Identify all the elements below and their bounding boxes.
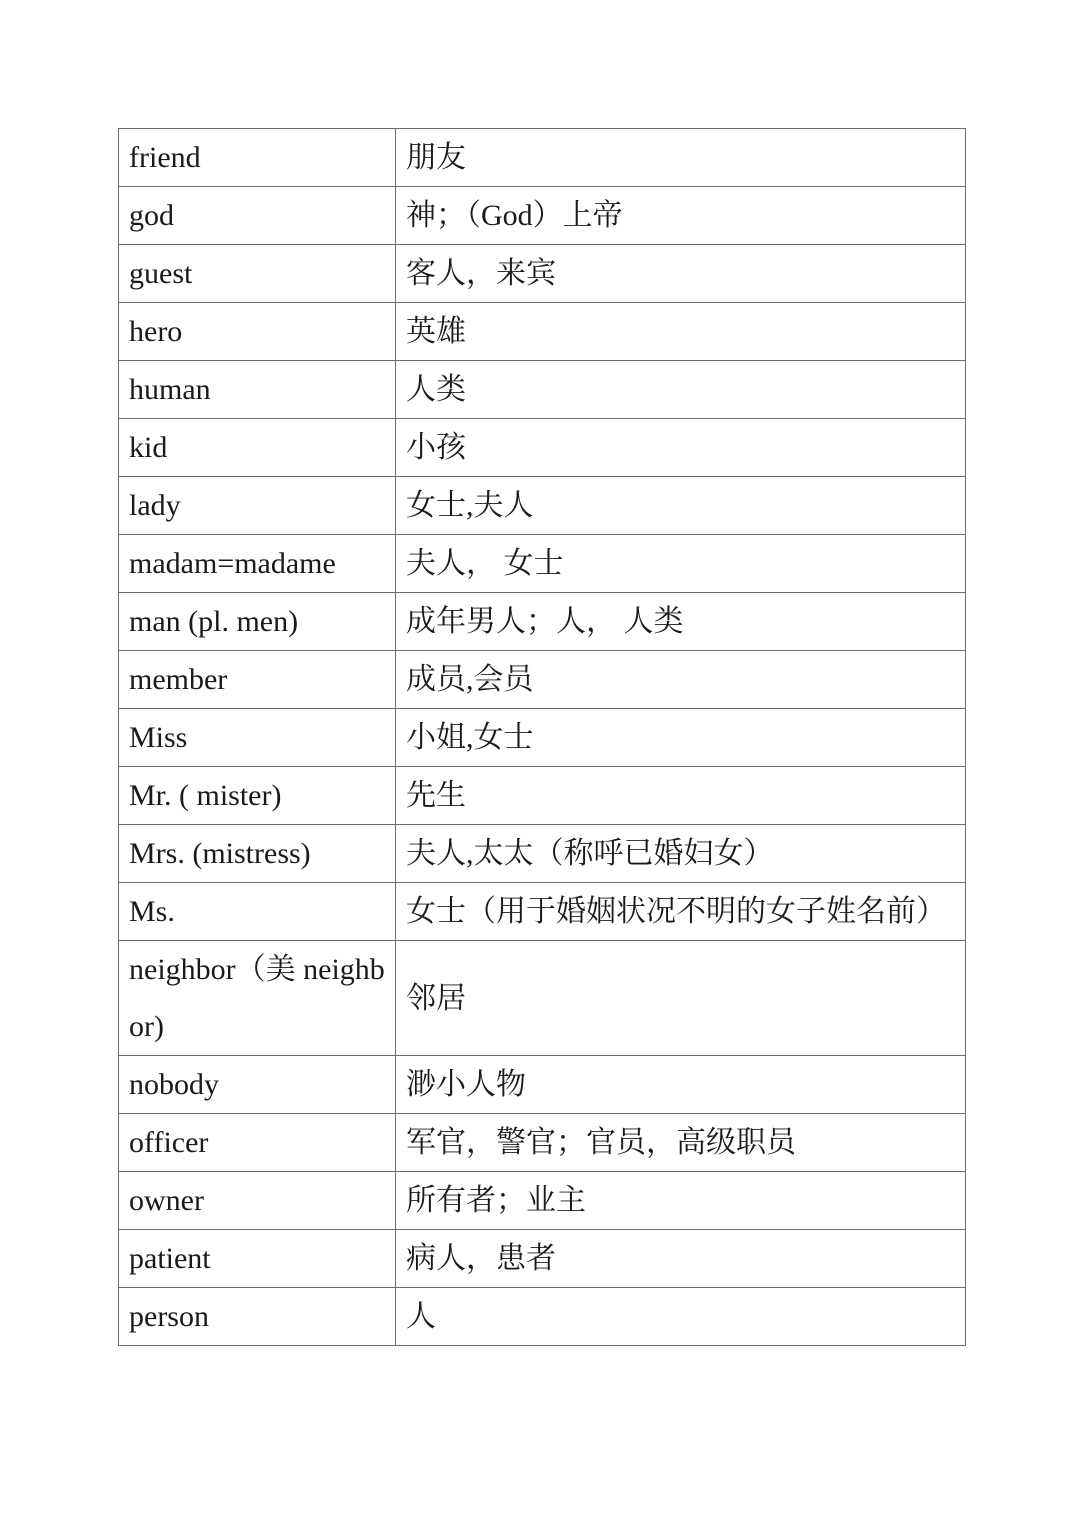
english-word: nobody	[119, 1056, 396, 1114]
chinese-meaning: 所有者；业主	[396, 1172, 966, 1230]
english-word: neighbor（美 neighbor)	[119, 941, 396, 1056]
chinese-meaning: 病人，患者	[396, 1230, 966, 1288]
chinese-meaning: 渺小人物	[396, 1056, 966, 1114]
chinese-meaning: 人类	[396, 361, 966, 419]
chinese-meaning: 先生	[396, 767, 966, 825]
table-row	[119, 651, 966, 709]
table-row	[119, 709, 966, 767]
chinese-meaning: 英雄	[396, 303, 966, 361]
table-row	[119, 361, 966, 419]
table-row	[119, 245, 966, 303]
table-row	[119, 825, 966, 883]
vocabulary-table	[118, 128, 966, 1346]
english-word: human	[119, 361, 396, 419]
english-word: Mrs. (mistress)	[119, 825, 396, 883]
chinese-meaning: 神；（God）上帝	[396, 187, 966, 245]
table-row	[119, 303, 966, 361]
english-word: Miss	[119, 709, 396, 767]
chinese-meaning: 夫人,太太（称呼已婚妇女）	[396, 825, 966, 883]
chinese-meaning: 小姐,女士	[396, 709, 966, 767]
chinese-meaning: 夫人， 女士	[396, 535, 966, 593]
table-row	[119, 535, 966, 593]
english-word: member	[119, 651, 396, 709]
chinese-meaning: 小孩	[396, 419, 966, 477]
table-row	[119, 1288, 966, 1346]
english-word: madam=madame	[119, 535, 396, 593]
chinese-meaning: 女士,夫人	[396, 477, 966, 535]
chinese-meaning: 朋友	[396, 129, 966, 187]
table-row	[119, 1056, 966, 1114]
english-word: lady	[119, 477, 396, 535]
chinese-meaning: 军官，警官；官员，高级职员	[396, 1114, 966, 1172]
english-word: Ms.	[119, 883, 396, 941]
table-row	[119, 1172, 966, 1230]
english-word: kid	[119, 419, 396, 477]
english-word: friend	[119, 129, 396, 187]
table-row	[119, 941, 966, 1056]
chinese-meaning: 邻居	[396, 941, 966, 1056]
table-row	[119, 883, 966, 941]
chinese-meaning: 成年男人；人， 人类	[396, 593, 966, 651]
chinese-meaning: 客人，来宾	[396, 245, 966, 303]
table-row	[119, 767, 966, 825]
chinese-meaning: 女士（用于婚姻状况不明的女子姓名前）	[396, 883, 966, 941]
english-word: hero	[119, 303, 396, 361]
chinese-meaning: 人	[396, 1288, 966, 1346]
table-row	[119, 1230, 966, 1288]
english-word: god	[119, 187, 396, 245]
chinese-meaning: 成员,会员	[396, 651, 966, 709]
english-word: patient	[119, 1230, 396, 1288]
table-row	[119, 187, 966, 245]
table-row	[119, 477, 966, 535]
table-row	[119, 1114, 966, 1172]
english-word: person	[119, 1288, 396, 1346]
table-row	[119, 593, 966, 651]
english-word: owner	[119, 1172, 396, 1230]
english-word: Mr. ( mister)	[119, 767, 396, 825]
english-word: officer	[119, 1114, 396, 1172]
table-row	[119, 419, 966, 477]
english-word: guest	[119, 245, 396, 303]
english-word: man (pl. men)	[119, 593, 396, 651]
table-row	[119, 129, 966, 187]
